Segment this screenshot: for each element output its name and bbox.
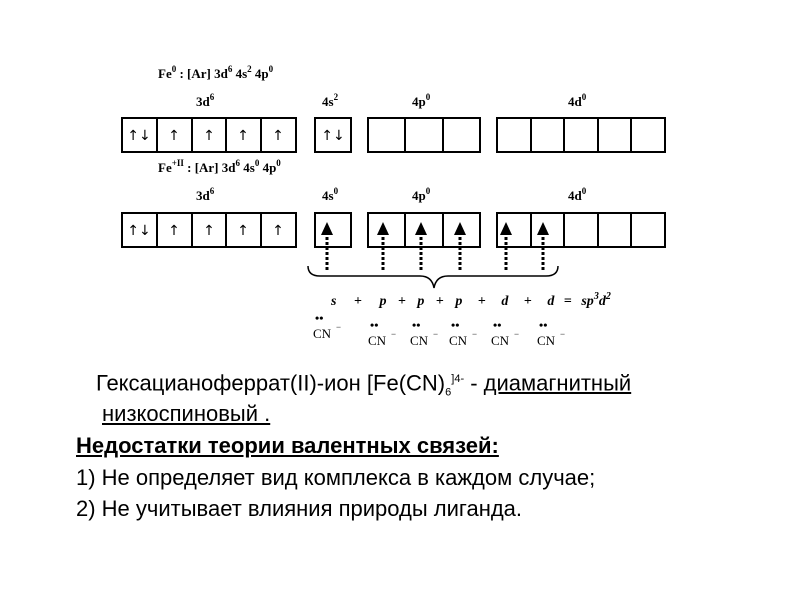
row1-4p-orbitals (368, 118, 480, 152)
svg-text:CN: CN (410, 333, 429, 348)
row2-3d-electron-5: ↑ (272, 223, 284, 239)
ligand-cn-2 (368, 318, 396, 348)
row1-label-4s: $4s^2$ (322, 92, 339, 109)
svg-text:CN: CN (368, 333, 387, 348)
shortcoming-item-1: 1) Не определяет вид комплекса в каждом случае; (76, 465, 596, 490)
svg-text:••: •• (451, 318, 460, 332)
svg-text:CN: CN (313, 326, 332, 341)
hybridization-formula: s + p + p + p + d + d = $sp^3d^2$ (331, 291, 611, 309)
ligand-electron-arrows (327, 232, 543, 270)
svg-text:−: − (433, 329, 439, 339)
svg-text:−: − (336, 322, 342, 332)
svg-text:••: •• (412, 318, 421, 332)
ligand-cn-4 (449, 318, 477, 348)
svg-text:CN: CN (537, 333, 556, 348)
shortcomings-heading: Недостатки теории валентных связей: (76, 433, 499, 458)
ion-description-line1: Гексацианоферрат(II)-ион [$Fe(CN)_6^{]4-}$ - диамагнитный (96, 370, 632, 399)
row1-3d-electron-3: ↑ (203, 128, 215, 144)
svg-text:−: − (560, 329, 566, 339)
svg-text:••: •• (315, 311, 324, 325)
row2-3d-electron-2: ↑ (168, 223, 180, 239)
row1-4d-orbitals (497, 118, 665, 152)
row2-label-3d: $3d^6$ (196, 186, 215, 203)
svg-text:••: •• (539, 318, 548, 332)
ligand-cn-5 (491, 318, 519, 348)
ligand-cn-1 (313, 311, 341, 341)
svg-text:CN: CN (449, 333, 468, 348)
fe2-configuration: $Fe^{+II}$ : [Ar] $3d^6$ $4s^0$ $4p^0$ (158, 158, 281, 175)
row2-4s-orbital (315, 213, 351, 247)
row1-label-3d: $3d^6$ (196, 92, 215, 109)
row1-3d-electron-2: ↑ (168, 128, 180, 144)
row2-3d-electron-3: ↑ (203, 223, 215, 239)
svg-text:−: − (514, 329, 520, 339)
fe0-configuration: Fe$^0$ : [Ar] $3d^6$ $4s^2$ $4p^0$ (158, 64, 274, 81)
arrow-heads (321, 222, 549, 235)
row2-label-4d: $4d^0$ (568, 186, 587, 203)
row2-4d-orbitals (497, 213, 665, 247)
svg-text:••: •• (493, 318, 502, 332)
row1-3d-electron-5: ↑ (272, 128, 284, 144)
svg-text:−: − (391, 329, 397, 339)
svg-text:CN: CN (491, 333, 510, 348)
svg-text:−: − (472, 329, 478, 339)
row1-label-4p: $4p^0$ (412, 92, 431, 109)
row2-label-4s: $4s^0$ (322, 186, 339, 203)
row1-3d-electron-1: ↑↓ (127, 128, 151, 144)
row2-label-4p: $4p^0$ (412, 186, 431, 203)
row2-3d-electron-1: ↑↓ (127, 223, 151, 239)
row2-3d-electron-4: ↑ (237, 223, 249, 239)
svg-text:••: •• (370, 318, 379, 332)
ligand-cn-6 (537, 318, 565, 348)
row1-label-4d: $4d^0$ (568, 92, 587, 109)
diamagnetic-term: диамагнитный (483, 370, 632, 396)
ion-description-line2: низкоспиновый . (102, 401, 271, 426)
grouping-brace (308, 266, 558, 288)
shortcoming-item-2: 2) Не учитывает влияния природы лиганда. (76, 496, 523, 521)
row1-4s-electron: ↑↓ (321, 128, 345, 144)
row1-3d-electron-4: ↑ (237, 128, 249, 144)
ligand-cn-3 (410, 318, 438, 348)
